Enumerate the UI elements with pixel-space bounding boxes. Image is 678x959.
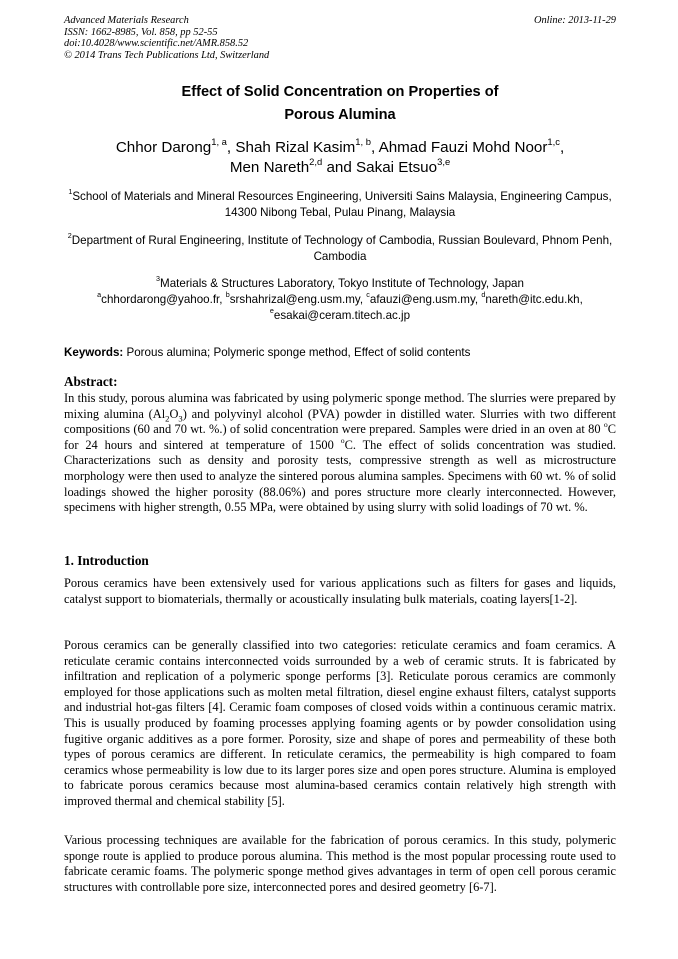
keywords-label: Keywords: (64, 346, 124, 359)
title-line-2: Porous Alumina (284, 107, 396, 123)
affiliation-3 (64, 276, 616, 324)
intro-paragraph-3: Various processing techniques are available for the fabrication of porous ceramics. In this study, polymeric sponge route is applied to produce porous alumina. This method is the most popular processing route used to fabricate ceramic foams. The polymeric sponge method gives advantages in term of open cell porous ceramic structures with controllable pore size, interconnected pores and desired geometry [6-7]. (64, 833, 616, 894)
online-date: Online: 2013-11-29 (533, 15, 616, 26)
abstract-text: C for 24 hours and sintered at temperature of 1500 (64, 422, 616, 452)
email-mark: c (366, 290, 370, 300)
author-separator: , (226, 139, 236, 156)
abstract-text: ) and polyvinyl alcohol (PVA) powder in distilled water. Slurries with two different compositions (60 and 70 wt. %.) of solid concentration were prepared. Samples were dried in an oven at 80 (64, 406, 617, 437)
author-affiliation-mark: 1, b (355, 135, 371, 147)
email-link[interactable]: srshahrizal@eng.usm.my, (229, 293, 367, 306)
email-list (64, 292, 616, 308)
subscript: 2 (165, 413, 170, 424)
affiliation-number: 3 (156, 274, 161, 284)
affiliation-1 (64, 189, 616, 221)
author-affiliation-mark: 2,d (309, 155, 323, 167)
author-name: Chhor Darong (115, 139, 212, 156)
introduction-heading: 1. Introduction (64, 553, 149, 568)
abstract-text: In this study, porous alumina was fabricated by using polymeric sponge method. The slurries were prepared by mixing alumina (Al (64, 391, 616, 421)
degree-mark: o (340, 435, 345, 445)
journal-name: Advanced Materials Research (64, 15, 189, 26)
degree-mark: o (603, 419, 608, 429)
author-affiliation-mark: 1,c (547, 135, 560, 147)
author-line-1 (64, 135, 616, 158)
abstract-heading: Abstract: (64, 374, 118, 389)
copyright-line: © 2014 Trans Tech Publications Ltd, Switzerland (64, 49, 270, 61)
journal-header (64, 15, 616, 61)
author-line-2 (64, 155, 616, 178)
author-separator: , (370, 139, 379, 156)
author-name: Shah Rizal Kasim (235, 139, 356, 156)
affiliation-2 (64, 233, 616, 265)
author-list (64, 135, 616, 178)
email-list-line-2 (64, 308, 616, 324)
affiliation-text: School of Materials and Mineral Resources Engineering, Universiti Sains Malaysia, Engineering Campus, 14300 Nibong Tebal, Pulau Pinang, Malaysia (72, 190, 612, 219)
email-mark: d (481, 290, 486, 300)
email-mark: e (269, 306, 274, 316)
author-affiliation-mark: 1, a (211, 135, 227, 147)
email-link[interactable]: nareth@itc.edu.kh, (485, 293, 583, 306)
affiliation-number: 2 (67, 231, 72, 241)
paper-title (64, 81, 616, 127)
author-name: Ahmad Fauzi Mohd Noor (378, 139, 548, 156)
author-separator: , (559, 139, 565, 156)
email-mark: b (225, 290, 230, 300)
author-name: Men Nareth (229, 159, 310, 176)
abstract-text: O (169, 406, 179, 421)
abstract-body (64, 391, 616, 516)
affiliation-text: Department of Rural Engineering, Institute of Technology of Cambodia, Russian Boulevard, Phnom Penh, Cambodia (71, 234, 613, 263)
intro-paragraph-2: Porous ceramics can be generally classified into two categories: reticulate ceramics and foam ceramics. A reticulate ceramic contains interconnected voids surrounded by a web of ceramic struts. It is fabricated by infiltration and replication of a polymeric sponge performs [3]. Reticulate porous ceramics are commonly employed for those applications such as molten metal filtration, diesel engine exhaust filters, catalyst supports and industrial hot-gas filters [4]. Ceramic foam composes of closed voids within a continuous ceramic matrix. This is usually produced by foaming processes applying foaming agents or by powder consolidation using fugitive organic additives as a pore former. Porosity, size and shape of pores and permeability of these both types of porous ceramics are different. In reticulate ceramics, the permeability is high compared to foam ceramics whose permeability is low due to its larger pores size and open pores structure. Alumina is employed to fabricate porous ceramics because most alumina-based ceramics contain relatively high strength with improved thermal and chemical stability [5]. (64, 638, 616, 808)
affiliation-number: 1 (68, 187, 73, 197)
title-line-1: Effect of Solid Concentration on Properties of (181, 84, 499, 100)
email-link[interactable]: esakai@ceram.titech.ac.jp (273, 309, 411, 322)
doi-line: doi:10.4028/www.scientific.net/AMR.858.52 (64, 38, 249, 50)
author-affiliation-mark: 3,e (437, 155, 451, 167)
keywords (64, 345, 624, 360)
affiliation-text: Materials & Structures Laboratory, Tokyo Institute of Technology, Japan (160, 277, 524, 290)
keywords-text: Porous alumina; Polymeric sponge method, Effect of solid contents (123, 346, 471, 359)
author-name: Sakai Etsuo (356, 159, 438, 176)
email-link[interactable]: afauzi@eng.usm.my, (369, 293, 482, 306)
email-mark: a (97, 290, 102, 300)
subscript: 3 (178, 413, 183, 424)
affiliation-3-line (64, 276, 616, 292)
email-link[interactable]: chhordarong@yahoo.fr, (101, 293, 226, 306)
author-separator: and (322, 159, 357, 176)
issn-line: ISSN: 1662-8985, Vol. 858, pp 52-55 (64, 26, 218, 38)
abstract-text: C. The effect of solids concentration was studied. Characterizations such as density and porosity tests, compressive strength as well as microstructure morphology were then used to analyze the sintered porous alumina samples. Specimens with 60 wt. % of solid loadings showed the higher porosity (88.06%) and pores structure more clearly interconnected. However, specimens with higher strength, 0.55 MPa, were obtained by using slurry with solid loadings of 70 wt. %. (64, 437, 616, 515)
intro-paragraph-1: Porous ceramics have been extensively used for various applications such as filters for gases and liquids, catalyst support to biomaterials, thermally or acoustically insulating bulk materials, coating layers[1-2]. (64, 576, 616, 606)
